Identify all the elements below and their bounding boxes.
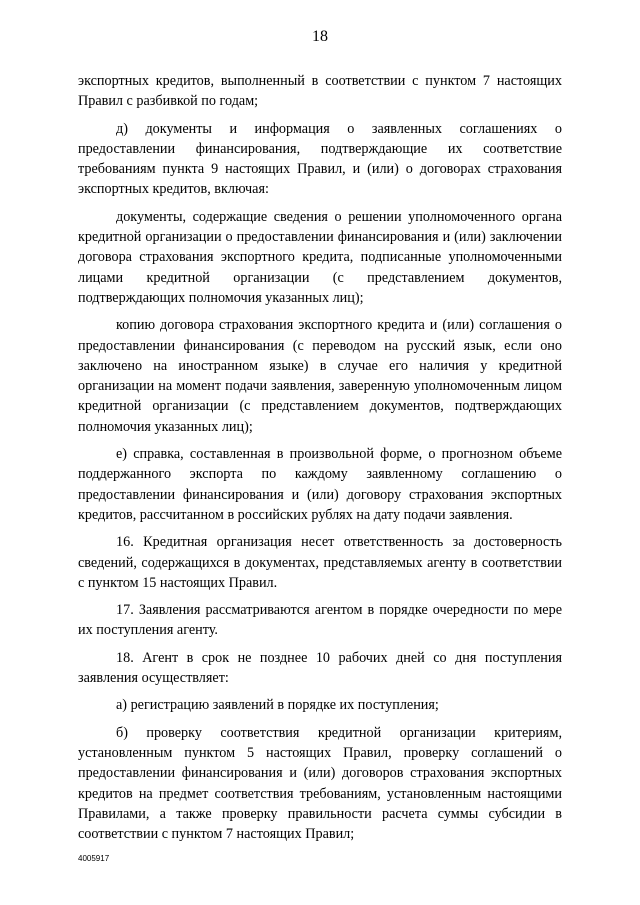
document-body [78, 71, 562, 851]
paragraph-copy: копию договора страхования экспортного кредита и (или) соглашения о предоставлении финансирования (с переводом на русский язык, если оно заключено на иностранном языке) в случае его наличия у кредитной организации на момент подачи заявления, заверенную уполномоченным лицом кредитной организации (с представлением документов, подтверждающих полномочия указанных лиц); [78, 317, 562, 435]
paragraph-18-b: б) проверку соответствия кредитной организации критериям, установленным пунктом 5 настоящих Правил, проверку соглашений о предоставлении финансирования и (или) договоров страхования экспортных кредитов на предмет соответствия требованиям, установленным настоящими Правилами, а также проверку правильности расчета суммы субсидии в соответствии с пунктом 7 настоящих Правил; [78, 724, 562, 843]
page-number: 18 [312, 28, 328, 45]
paragraph-continuation: экспортных кредитов, выполненный в соответствии с пунктом 7 настоящих Правил с разбивкой по годам; [78, 73, 562, 110]
paragraph-17: 17. Заявления рассматриваются агентом в порядке очередности по мере их поступления агенту. [78, 602, 562, 639]
document-code: 4005917 [78, 854, 110, 863]
paragraph-item-e: е) справка, составленная в произвольной форме, о прогнозном объеме поддержанного экспорта по каждому заявленному соглашению о предоставлении финансирования и (или) договору страхования экспортных кредитов, рассчитанном в российских рублях на дату подачи заявления. [78, 446, 562, 523]
paragraph-18-a: а) регистрацию заявлений в порядке их поступления; [116, 697, 439, 714]
paragraph-18: 18. Агент в срок не позднее 10 рабочих дней со дня поступления заявления осуществляет: [78, 649, 562, 687]
paragraph-item-d: д) документы и информация о заявленных соглашениях о предоставлении финансирования, подтверждающие их соответствие требованиям пункта 9 настоящих Правил, и (или) о договорах страхования экспортных кредитов, включая: [78, 120, 562, 198]
paragraph-16: 16. Кредитная организация несет ответственность за достоверность сведений, содержащихся в документах, представляемых агенту в соответствии с пунктом 15 настоящих Правил. [78, 534, 562, 591]
paragraph-documents: документы, содержащие сведения о решении уполномоченного органа кредитной организации о предоставлении финансирования и (или) заключении договора страхования экспортного кредита, подписанные уполномоченными лицами кредитной организации (с представлением документов, подтверждающих полномочия указанных лиц); [78, 208, 562, 306]
